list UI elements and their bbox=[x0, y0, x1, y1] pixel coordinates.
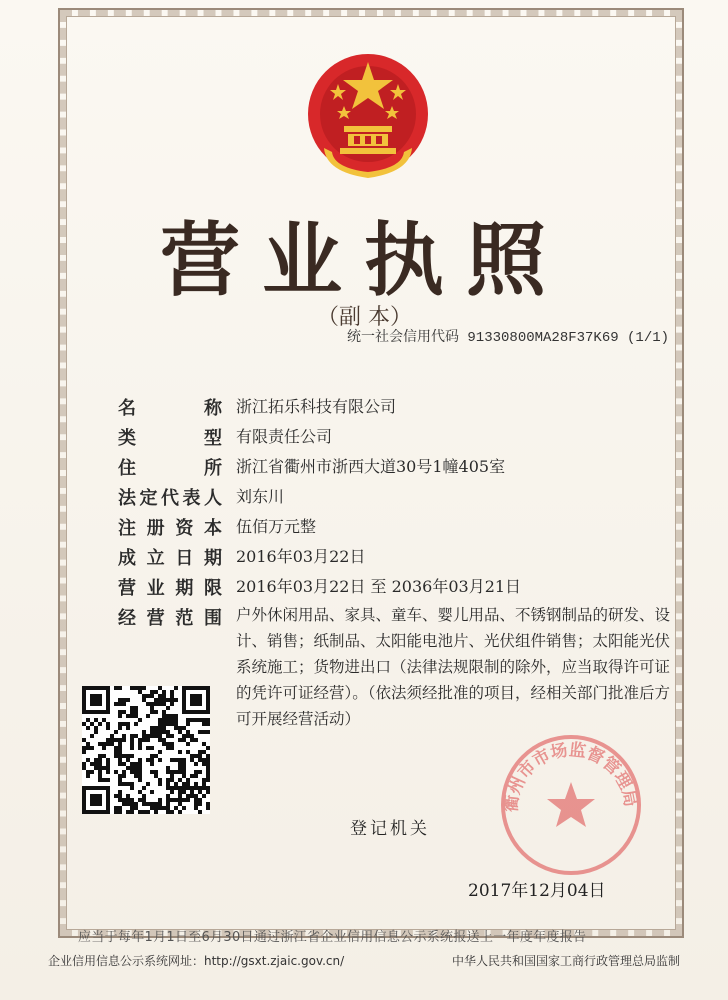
field-value: 2016年03月22日 bbox=[236, 547, 366, 566]
annual-report-notice: 应当于每年1月1日至6月30日通过浙江省企业信用信息公示系统报送上一年度年度报告 bbox=[78, 930, 587, 945]
field-label: 成 立 日 期 bbox=[118, 548, 222, 569]
field-value: 浙江拓乐科技有限公司 bbox=[236, 397, 397, 416]
footer-issuer: 中华人民共和国国家工商行政管理总局监制 bbox=[452, 954, 681, 968]
field-label: 经 营 范 围 bbox=[118, 608, 222, 629]
registration-authority-label: 登记机关 bbox=[350, 819, 430, 839]
field-value: 刘东川 bbox=[236, 487, 285, 506]
official-seal-icon bbox=[496, 730, 646, 880]
scope-line: 计、销售；纸制品、太阳能电池片、光伏组件销售；太阳能光伏 bbox=[236, 632, 671, 650]
scope-line: 可开展经营活动） bbox=[236, 710, 361, 728]
field-label: 住 所 bbox=[118, 458, 222, 479]
credit-code-label: 统一社会信用代码 bbox=[347, 330, 459, 346]
field-value: 浙江省衢州市浙西大道30号1幢405室 bbox=[236, 457, 506, 476]
footer-website: 企业信用信息公示系统网址：http://gsxt.zjaic.gov.cn/ bbox=[48, 954, 345, 968]
scope-line: 户外休闲用品、家具、童车、婴儿用品、不锈钢制品的研发、设 bbox=[236, 606, 671, 624]
field-label: 类 型 bbox=[118, 428, 222, 449]
document-subtitle: （副 本） bbox=[317, 305, 412, 330]
field-value: 伍佰万元整 bbox=[236, 517, 317, 536]
registration-date: 2017年12月04日 bbox=[468, 881, 606, 901]
seal-text: 衢州市市场监督管理局 bbox=[501, 740, 641, 814]
credit-code-value: 91330800MA28F37K69 (1/1) bbox=[467, 330, 670, 346]
field-label: 名 称 bbox=[118, 398, 222, 419]
document-title: 营业执照 bbox=[160, 213, 568, 307]
qr-code bbox=[82, 686, 210, 814]
field-label: 注 册 资 本 bbox=[118, 518, 222, 539]
field-label: 营 业 期 限 bbox=[118, 578, 222, 599]
scope-line: 系统施工；货物进出口（法律法规限制的除外，应当取得许可证 bbox=[236, 658, 671, 676]
scope-line: 的凭许可证经营）。（依法须经批准的项目，经相关部门批准后方 bbox=[236, 684, 671, 702]
credit-code-line bbox=[347, 326, 669, 346]
national-emblem-icon bbox=[304, 48, 432, 184]
field-value: 2016年03月22日 至 2036年03月21日 bbox=[236, 577, 522, 596]
field-value: 有限责任公司 bbox=[236, 427, 333, 446]
field-label: 法 定 代 表 人 bbox=[118, 488, 222, 509]
